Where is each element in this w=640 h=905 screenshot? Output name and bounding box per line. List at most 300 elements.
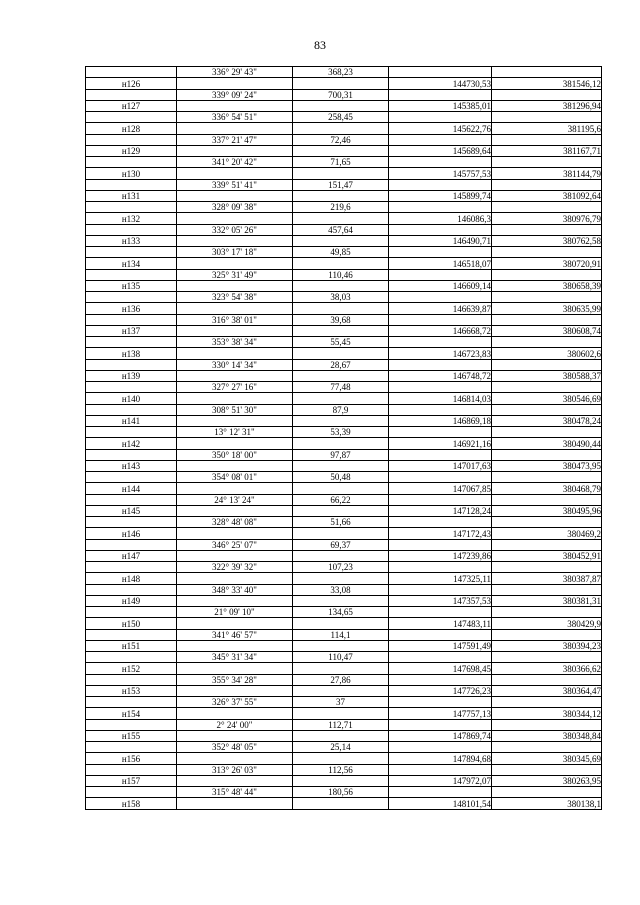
angle-cell: 308° 51' 30": [177, 404, 293, 415]
x-coordinate-cell: [389, 562, 492, 573]
table-row: [86, 438, 602, 449]
y-coordinate-cell: [492, 382, 602, 393]
point-cell: [86, 517, 177, 528]
point-cell: н157: [86, 775, 177, 786]
angle-cell: [177, 595, 293, 606]
x-coordinate-cell: [389, 427, 492, 438]
table-row: [86, 517, 602, 528]
table-row: [86, 382, 602, 393]
x-coordinate-cell: [389, 247, 492, 258]
angle-cell: 2° 24' 00": [177, 719, 293, 730]
angle-cell: 13° 12' 31": [177, 427, 293, 438]
y-coordinate-cell: 380635,99: [492, 303, 602, 314]
point-cell: [86, 359, 177, 370]
angle-cell: [177, 460, 293, 471]
point-cell: [86, 179, 177, 190]
x-coordinate-cell: [389, 202, 492, 213]
x-coordinate-cell: 145689,64: [389, 145, 492, 156]
y-coordinate-cell: [492, 652, 602, 663]
distance-cell: 77,48: [293, 382, 389, 393]
distance-cell: [293, 370, 389, 381]
distance-cell: 457,64: [293, 224, 389, 235]
table-row: [86, 764, 602, 775]
table-row: [86, 539, 602, 550]
x-coordinate-cell: 148101,54: [389, 798, 492, 809]
x-coordinate-cell: 147172,43: [389, 528, 492, 539]
x-coordinate-cell: 147894,68: [389, 753, 492, 764]
angle-cell: [177, 528, 293, 539]
point-cell: [86, 472, 177, 483]
y-coordinate-cell: [492, 269, 602, 280]
point-cell: [86, 404, 177, 415]
y-coordinate-cell: [492, 607, 602, 618]
point-cell: [86, 562, 177, 573]
y-coordinate-cell: 381546,12: [492, 78, 602, 89]
angle-cell: 332° 05' 26": [177, 224, 293, 235]
coordinates-table-body: [86, 67, 602, 810]
table-row: [86, 303, 602, 314]
angle-cell: [177, 753, 293, 764]
point-cell: [86, 337, 177, 348]
point-cell: н150: [86, 618, 177, 629]
x-coordinate-cell: [389, 652, 492, 663]
y-coordinate-cell: 380387,87: [492, 573, 602, 584]
point-cell: [86, 607, 177, 618]
point-cell: [86, 764, 177, 775]
distance-cell: [293, 505, 389, 516]
x-coordinate-cell: 147483,11: [389, 618, 492, 629]
table-row: [86, 528, 602, 539]
point-cell: н144: [86, 483, 177, 494]
y-coordinate-cell: [492, 539, 602, 550]
angle-cell: 322° 39' 32": [177, 562, 293, 573]
x-coordinate-cell: 146723,83: [389, 348, 492, 359]
y-coordinate-cell: [492, 404, 602, 415]
table-row: [86, 247, 602, 258]
angle-cell: 323° 54' 38": [177, 292, 293, 303]
point-cell: н152: [86, 663, 177, 674]
y-coordinate-cell: 380478,24: [492, 415, 602, 426]
y-coordinate-cell: [492, 202, 602, 213]
x-coordinate-cell: 147325,11: [389, 573, 492, 584]
angle-cell: 328° 48' 08": [177, 517, 293, 528]
y-coordinate-cell: [492, 719, 602, 730]
point-cell: н147: [86, 550, 177, 561]
table-row: [86, 663, 602, 674]
y-coordinate-cell: [492, 427, 602, 438]
y-coordinate-cell: 380344,12: [492, 708, 602, 719]
distance-cell: [293, 775, 389, 786]
y-coordinate-cell: 380348,84: [492, 730, 602, 741]
table-row: [86, 314, 602, 325]
distance-cell: [293, 528, 389, 539]
table-row: [86, 202, 602, 213]
page-number: 83: [314, 38, 326, 52]
distance-cell: 38,03: [293, 292, 389, 303]
angle-cell: [177, 190, 293, 201]
distance-cell: 134,65: [293, 607, 389, 618]
point-cell: [86, 584, 177, 595]
x-coordinate-cell: 147698,45: [389, 663, 492, 674]
angle-cell: [177, 685, 293, 696]
y-coordinate-cell: 381144,79: [492, 168, 602, 179]
point-cell: н137: [86, 325, 177, 336]
table-row: [86, 618, 602, 629]
point-cell: н142: [86, 438, 177, 449]
distance-cell: 28,67: [293, 359, 389, 370]
angle-cell: 315° 48' 44": [177, 787, 293, 798]
table-row: [86, 337, 602, 348]
point-cell: [86, 427, 177, 438]
angle-cell: [177, 708, 293, 719]
table-row: [86, 775, 602, 786]
angle-cell: [177, 348, 293, 359]
angle-cell: [177, 483, 293, 494]
distance-cell: [293, 258, 389, 269]
angle-cell: 345° 31' 34": [177, 652, 293, 663]
table-row: [86, 100, 602, 111]
point-cell: н154: [86, 708, 177, 719]
point-cell: н133: [86, 235, 177, 246]
x-coordinate-cell: 146518,07: [389, 258, 492, 269]
x-coordinate-cell: [389, 449, 492, 460]
point-cell: н139: [86, 370, 177, 381]
angle-cell: [177, 280, 293, 291]
table-row: [86, 325, 602, 336]
x-coordinate-cell: [389, 742, 492, 753]
distance-cell: 33,08: [293, 584, 389, 595]
y-coordinate-cell: [492, 584, 602, 595]
point-cell: [86, 314, 177, 325]
table-row: [86, 505, 602, 516]
y-coordinate-cell: 380608,74: [492, 325, 602, 336]
table-row: [86, 483, 602, 494]
x-coordinate-cell: 147757,13: [389, 708, 492, 719]
x-coordinate-cell: [389, 89, 492, 100]
distance-cell: [293, 685, 389, 696]
table-row: [86, 753, 602, 764]
table-row: [86, 269, 602, 280]
point-cell: [86, 247, 177, 258]
x-coordinate-cell: [389, 157, 492, 168]
angle-cell: 330° 14' 34": [177, 359, 293, 370]
angle-cell: 352° 48' 05": [177, 742, 293, 753]
point-cell: н132: [86, 213, 177, 224]
distance-cell: [293, 100, 389, 111]
y-coordinate-cell: [492, 89, 602, 100]
angle-cell: [177, 370, 293, 381]
distance-cell: [293, 798, 389, 809]
distance-cell: 219,6: [293, 202, 389, 213]
point-cell: н138: [86, 348, 177, 359]
table-row: [86, 742, 602, 753]
angle-cell: 328° 09' 38": [177, 202, 293, 213]
angle-cell: 354° 08' 01": [177, 472, 293, 483]
x-coordinate-cell: 147239,86: [389, 550, 492, 561]
angle-cell: [177, 438, 293, 449]
angle-cell: 336° 29' 43": [177, 67, 293, 78]
distance-cell: [293, 550, 389, 561]
x-coordinate-cell: [389, 787, 492, 798]
table-row: [86, 697, 602, 708]
distance-cell: [293, 123, 389, 134]
x-coordinate-cell: [389, 337, 492, 348]
distance-cell: 49,85: [293, 247, 389, 258]
y-coordinate-cell: [492, 134, 602, 145]
table-row: [86, 595, 602, 606]
y-coordinate-cell: [492, 562, 602, 573]
table-row: [86, 449, 602, 460]
point-cell: н145: [86, 505, 177, 516]
distance-cell: [293, 730, 389, 741]
point-cell: н127: [86, 100, 177, 111]
distance-cell: 69,37: [293, 539, 389, 550]
y-coordinate-cell: [492, 224, 602, 235]
table-row: [86, 573, 602, 584]
x-coordinate-cell: 146639,87: [389, 303, 492, 314]
distance-cell: [293, 78, 389, 89]
y-coordinate-cell: 380452,91: [492, 550, 602, 561]
angle-cell: 316° 38' 01": [177, 314, 293, 325]
distance-cell: 50,48: [293, 472, 389, 483]
point-cell: [86, 382, 177, 393]
table-row: [86, 460, 602, 471]
distance-cell: 110,47: [293, 652, 389, 663]
y-coordinate-cell: [492, 697, 602, 708]
distance-cell: [293, 348, 389, 359]
y-coordinate-cell: [492, 742, 602, 753]
distance-cell: 258,45: [293, 112, 389, 123]
distance-cell: 66,22: [293, 494, 389, 505]
angle-cell: 346° 25' 07": [177, 539, 293, 550]
table-row: [86, 78, 602, 89]
distance-cell: [293, 595, 389, 606]
table-row: [86, 359, 602, 370]
angle-cell: [177, 798, 293, 809]
x-coordinate-cell: 147972,07: [389, 775, 492, 786]
angle-cell: [177, 393, 293, 404]
y-coordinate-cell: 380263,95: [492, 775, 602, 786]
table-row: [86, 787, 602, 798]
y-coordinate-cell: [492, 517, 602, 528]
angle-cell: 353° 38' 34": [177, 337, 293, 348]
x-coordinate-cell: 147128,24: [389, 505, 492, 516]
angle-cell: 24° 13' 24": [177, 494, 293, 505]
point-cell: н151: [86, 640, 177, 651]
table-row: [86, 224, 602, 235]
y-coordinate-cell: 380546,69: [492, 393, 602, 404]
x-coordinate-cell: 145757,53: [389, 168, 492, 179]
point-cell: [86, 134, 177, 145]
y-coordinate-cell: [492, 494, 602, 505]
x-coordinate-cell: 147017,63: [389, 460, 492, 471]
table-row: [86, 719, 602, 730]
distance-cell: 112,56: [293, 764, 389, 775]
y-coordinate-cell: 380429,9: [492, 618, 602, 629]
x-coordinate-cell: 145385,01: [389, 100, 492, 111]
table-row: [86, 415, 602, 426]
angle-cell: [177, 573, 293, 584]
point-cell: [86, 742, 177, 753]
table-row: [86, 685, 602, 696]
y-coordinate-cell: 380345,69: [492, 753, 602, 764]
table-row: [86, 798, 602, 809]
x-coordinate-cell: [389, 359, 492, 370]
table-row: [86, 157, 602, 168]
table-row: [86, 134, 602, 145]
distance-cell: [293, 438, 389, 449]
point-cell: н153: [86, 685, 177, 696]
point-cell: н148: [86, 573, 177, 584]
y-coordinate-cell: 380720,91: [492, 258, 602, 269]
distance-cell: 53,39: [293, 427, 389, 438]
distance-cell: [293, 393, 389, 404]
distance-cell: 72,46: [293, 134, 389, 145]
y-coordinate-cell: 380381,31: [492, 595, 602, 606]
point-cell: [86, 292, 177, 303]
coordinates-table: [85, 66, 602, 810]
x-coordinate-cell: [389, 67, 492, 78]
y-coordinate-cell: [492, 67, 602, 78]
table-row: [86, 89, 602, 100]
table-row: [86, 550, 602, 561]
x-coordinate-cell: [389, 112, 492, 123]
distance-cell: 700,31: [293, 89, 389, 100]
distance-cell: 368,23: [293, 67, 389, 78]
y-coordinate-cell: [492, 179, 602, 190]
table-row: [86, 292, 602, 303]
angle-cell: 341° 46' 57": [177, 629, 293, 640]
x-coordinate-cell: [389, 764, 492, 775]
angle-cell: [177, 100, 293, 111]
angle-cell: [177, 618, 293, 629]
angle-cell: [177, 730, 293, 741]
distance-cell: [293, 483, 389, 494]
table-row: [86, 674, 602, 685]
table-row: [86, 730, 602, 741]
x-coordinate-cell: [389, 179, 492, 190]
angle-cell: [177, 168, 293, 179]
y-coordinate-cell: 380602,6: [492, 348, 602, 359]
angle-cell: [177, 78, 293, 89]
table-row: [86, 258, 602, 269]
y-coordinate-cell: [492, 629, 602, 640]
angle-cell: 313° 26' 03": [177, 764, 293, 775]
distance-cell: [293, 663, 389, 674]
point-cell: [86, 449, 177, 460]
point-cell: н149: [86, 595, 177, 606]
point-cell: н155: [86, 730, 177, 741]
table-row: [86, 393, 602, 404]
distance-cell: 97,87: [293, 449, 389, 460]
point-cell: [86, 157, 177, 168]
y-coordinate-cell: [492, 449, 602, 460]
x-coordinate-cell: [389, 517, 492, 528]
x-coordinate-cell: [389, 314, 492, 325]
point-cell: [86, 224, 177, 235]
angle-cell: 355° 34' 28": [177, 674, 293, 685]
y-coordinate-cell: 381167,71: [492, 145, 602, 156]
y-coordinate-cell: 380364,47: [492, 685, 602, 696]
table-row: [86, 472, 602, 483]
angle-cell: [177, 325, 293, 336]
angle-cell: 348° 33' 40": [177, 584, 293, 595]
angle-cell: [177, 235, 293, 246]
distance-cell: [293, 415, 389, 426]
y-coordinate-cell: [492, 112, 602, 123]
y-coordinate-cell: 380658,39: [492, 280, 602, 291]
x-coordinate-cell: 145622,76: [389, 123, 492, 134]
y-coordinate-cell: [492, 337, 602, 348]
x-coordinate-cell: [389, 224, 492, 235]
distance-cell: [293, 303, 389, 314]
point-cell: н129: [86, 145, 177, 156]
x-coordinate-cell: [389, 674, 492, 685]
point-cell: [86, 719, 177, 730]
table-row: [86, 607, 602, 618]
x-coordinate-cell: [389, 382, 492, 393]
x-coordinate-cell: 147869,74: [389, 730, 492, 741]
x-coordinate-cell: [389, 269, 492, 280]
y-coordinate-cell: [492, 314, 602, 325]
distance-cell: [293, 168, 389, 179]
table-row: [86, 112, 602, 123]
table-row: [86, 427, 602, 438]
table-row: [86, 640, 602, 651]
angle-cell: [177, 145, 293, 156]
table-row: [86, 494, 602, 505]
table-row: [86, 370, 602, 381]
distance-cell: 180,56: [293, 787, 389, 798]
y-coordinate-cell: [492, 472, 602, 483]
angle-cell: 339° 51' 41": [177, 179, 293, 190]
point-cell: н130: [86, 168, 177, 179]
table-row: [86, 235, 602, 246]
angle-cell: [177, 258, 293, 269]
distance-cell: [293, 235, 389, 246]
table-row: [86, 213, 602, 224]
distance-cell: [293, 753, 389, 764]
table-row: [86, 168, 602, 179]
point-cell: [86, 787, 177, 798]
y-coordinate-cell: 380490,44: [492, 438, 602, 449]
distance-cell: [293, 190, 389, 201]
point-cell: н158: [86, 798, 177, 809]
x-coordinate-cell: 146086,3: [389, 213, 492, 224]
table-row: [86, 145, 602, 156]
distance-cell: [293, 460, 389, 471]
x-coordinate-cell: [389, 134, 492, 145]
table-row: [86, 348, 602, 359]
y-coordinate-cell: [492, 359, 602, 370]
angle-cell: 21° 09' 10": [177, 607, 293, 618]
y-coordinate-cell: [492, 787, 602, 798]
x-coordinate-cell: 146921,16: [389, 438, 492, 449]
x-coordinate-cell: 146490,71: [389, 235, 492, 246]
distance-cell: [293, 325, 389, 336]
x-coordinate-cell: [389, 719, 492, 730]
table-row: [86, 562, 602, 573]
x-coordinate-cell: [389, 472, 492, 483]
point-cell: [86, 112, 177, 123]
angle-cell: 303° 17' 18": [177, 247, 293, 258]
angle-cell: [177, 415, 293, 426]
y-coordinate-cell: 380394,23: [492, 640, 602, 651]
y-coordinate-cell: 380976,79: [492, 213, 602, 224]
x-coordinate-cell: 146668,72: [389, 325, 492, 336]
point-cell: [86, 697, 177, 708]
angle-cell: 341° 20' 42": [177, 157, 293, 168]
